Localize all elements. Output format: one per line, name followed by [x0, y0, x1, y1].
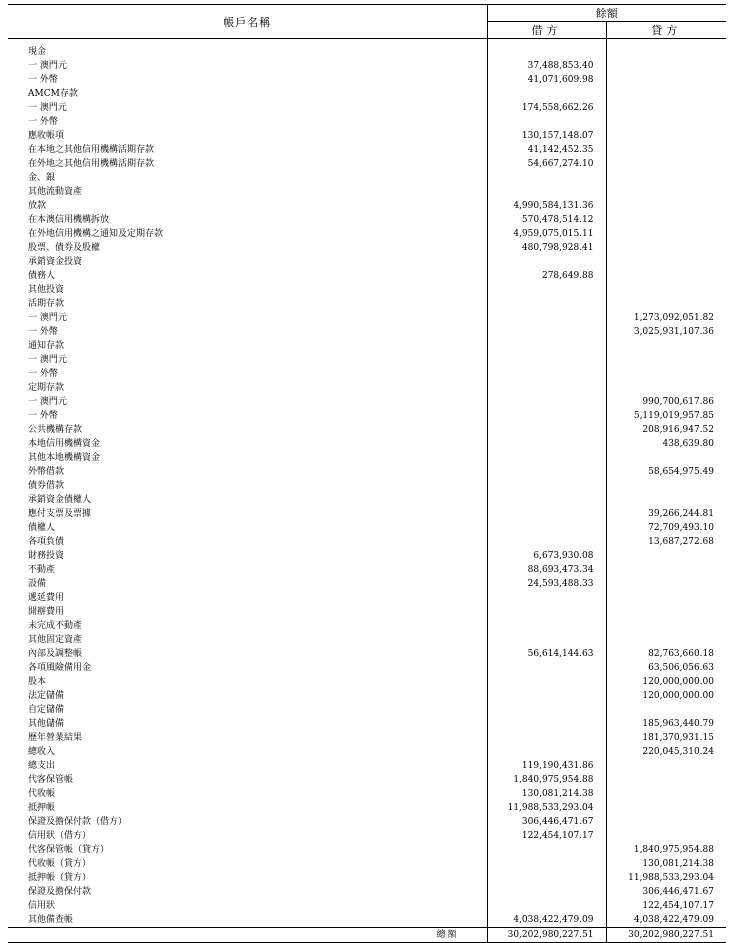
account-name: 代客保管帳（貸方） — [28, 845, 110, 855]
table-row — [8, 269, 726, 283]
credit-amount: 82,763,660.18 — [606, 647, 726, 661]
table-row — [8, 185, 726, 199]
table-row — [8, 115, 726, 129]
account-name: 代收帳（貸方） — [28, 859, 92, 869]
table-row — [8, 479, 726, 493]
credit-amount — [606, 815, 726, 829]
table-row — [8, 549, 726, 563]
table-row — [8, 843, 726, 857]
credit-amount — [606, 255, 726, 269]
credit-amount — [606, 367, 726, 381]
debit-amount — [487, 605, 606, 619]
account-name: 一 外幣 — [28, 369, 58, 379]
account-name: 在外地之其他信用機構活期存款 — [28, 159, 155, 169]
credit-amount — [606, 39, 726, 60]
account-name: 外幣借款 — [28, 467, 65, 477]
table-row — [8, 815, 726, 829]
account-name: 承銷資金債權人 — [28, 495, 92, 505]
credit-amount — [606, 605, 726, 619]
table-row — [8, 591, 726, 605]
account-name: 應收帳項 — [28, 131, 65, 141]
credit-amount — [606, 297, 726, 311]
credit-amount: 306,446,471.67 — [606, 885, 726, 899]
debit-amount: 11,988,533,293.04 — [487, 801, 606, 815]
account-name: 活期存款 — [28, 299, 65, 309]
table-row — [8, 675, 726, 689]
debit-amount — [487, 661, 606, 675]
total-debit: 30,202,980,227.51 — [487, 928, 606, 943]
account-name: 其他儲備 — [28, 719, 65, 729]
account-name: 一 澳門元 — [28, 61, 67, 71]
debit-amount — [487, 843, 606, 857]
table-row — [8, 157, 726, 171]
debit-amount — [487, 353, 606, 367]
table-row — [8, 353, 726, 367]
debit-amount: 4,038,422,479.09 — [487, 913, 606, 928]
table-row — [8, 297, 726, 311]
debit-amount — [487, 591, 606, 605]
table-row — [8, 759, 726, 773]
debit-amount: 4,990,584,131.36 — [487, 199, 606, 213]
debit-amount: 306,446,471.67 — [487, 815, 606, 829]
account-name: 股本 — [28, 677, 47, 687]
balance-header: 餘額 — [487, 5, 726, 22]
table-row — [8, 129, 726, 143]
debit-amount — [487, 423, 606, 437]
credit-amount: 1,273,092,051.82 — [606, 311, 726, 325]
table-row — [8, 199, 726, 213]
credit-amount — [606, 773, 726, 787]
credit-amount: 4,038,422,479.09 — [606, 913, 726, 928]
account-name: 股票、債券及股權 — [28, 243, 101, 253]
debit-amount — [487, 535, 606, 549]
debit-amount — [487, 297, 606, 311]
table-row — [8, 829, 726, 843]
debit-amount — [487, 857, 606, 871]
table-row — [8, 871, 726, 885]
total-row — [8, 928, 726, 943]
debit-amount — [487, 87, 606, 101]
credit-amount — [606, 157, 726, 171]
debit-amount: 41,071,609.98 — [487, 73, 606, 87]
table-row — [8, 703, 726, 717]
account-name: 其他流動資產 — [28, 187, 83, 197]
table-row — [8, 801, 726, 815]
table-header — [8, 5, 726, 39]
account-name: 保證及擔保付款（借方） — [28, 817, 128, 827]
credit-amount — [606, 185, 726, 199]
table-row — [8, 241, 726, 255]
debit-amount — [487, 367, 606, 381]
debit-amount: 119,190,431.86 — [487, 759, 606, 773]
account-name: 各項風險備用金 — [28, 663, 92, 673]
debit-amount: 88,693,473.34 — [487, 563, 606, 577]
table-row — [8, 885, 726, 899]
debit-amount — [487, 619, 606, 633]
account-name: 應付支票及票據 — [28, 509, 92, 519]
table-row — [8, 563, 726, 577]
table-row — [8, 367, 726, 381]
trial-balance-sheet — [8, 4, 726, 943]
table-row — [8, 717, 726, 731]
debit-amount — [487, 731, 606, 745]
debit-amount: 130,081,214.38 — [487, 787, 606, 801]
credit-amount — [606, 73, 726, 87]
table-row — [8, 451, 726, 465]
debit-amount: 4,959,075,015.11 — [487, 227, 606, 241]
table-row — [8, 59, 726, 73]
credit-amount: 181,370,931.15 — [606, 731, 726, 745]
debit-amount: 37,488,853.40 — [487, 59, 606, 73]
credit-amount — [606, 493, 726, 507]
account-rows — [8, 39, 726, 928]
account-name: AMCM存款 — [28, 89, 78, 99]
total-credit: 30,202,980,227.51 — [606, 928, 726, 943]
debit-amount: 122,454,107.17 — [487, 829, 606, 843]
credit-header: 貸方 — [606, 22, 726, 39]
credit-amount: 208,916,947.52 — [606, 423, 726, 437]
account-name: 在本澳信用機構拆放 — [28, 215, 110, 225]
credit-amount: 39,266,244.81 — [606, 507, 726, 521]
account-name: 一 澳門元 — [28, 397, 67, 407]
trial-balance-table — [8, 4, 726, 943]
credit-amount: 3,025,931,107.36 — [606, 325, 726, 339]
account-name: 總收入 — [28, 747, 56, 757]
debit-amount — [487, 689, 606, 703]
credit-amount: 438,639.80 — [606, 437, 726, 451]
account-name: 代客保管帳 — [28, 775, 74, 785]
debit-amount — [487, 703, 606, 717]
account-name: 債券借款 — [28, 481, 65, 491]
account-name: 代收帳 — [28, 789, 56, 799]
debit-amount: 130,157,148.07 — [487, 129, 606, 143]
table-row — [8, 325, 726, 339]
table-row — [8, 423, 726, 437]
account-name: 一 外幣 — [28, 327, 58, 337]
table-row — [8, 647, 726, 661]
table-row — [8, 39, 726, 60]
table-row — [8, 87, 726, 101]
account-name: 一 澳門元 — [28, 313, 67, 323]
account-name: 金、銀 — [28, 173, 56, 183]
account-name: 不動產 — [28, 565, 56, 575]
debit-amount — [487, 871, 606, 885]
account-name: 一 澳門元 — [28, 355, 67, 365]
debit-amount: 570,478,514.12 — [487, 213, 606, 227]
account-name: 歷年營業結果 — [28, 733, 83, 743]
debit-amount — [487, 493, 606, 507]
credit-amount: 1,840,975,954.88 — [606, 843, 726, 857]
table-row — [8, 227, 726, 241]
debit-amount — [487, 885, 606, 899]
account-name: 抵押帳（貸方） — [28, 873, 92, 883]
account-name: 其他本地機構資金 — [28, 453, 101, 463]
credit-amount — [606, 549, 726, 563]
credit-amount — [606, 339, 726, 353]
credit-amount: 120,000,000.00 — [606, 675, 726, 689]
debit-header: 借方 — [487, 22, 606, 39]
account-name: 通知存款 — [28, 341, 65, 351]
credit-amount: 122,454,107.17 — [606, 899, 726, 913]
credit-amount: 11,988,533,293.04 — [606, 871, 726, 885]
account-name: 其他固定資產 — [28, 635, 83, 645]
credit-amount — [606, 227, 726, 241]
credit-amount — [606, 381, 726, 395]
account-name: 設備 — [28, 579, 47, 589]
credit-amount — [606, 619, 726, 633]
table-row — [8, 661, 726, 675]
debit-amount — [487, 39, 606, 60]
table-row — [8, 731, 726, 745]
account-name: 現金 — [28, 47, 47, 57]
table-row — [8, 857, 726, 871]
debit-amount — [487, 283, 606, 297]
account-name: 財務投資 — [28, 551, 65, 561]
debit-amount — [487, 633, 606, 647]
debit-amount — [487, 521, 606, 535]
table-row — [8, 381, 726, 395]
table-row — [8, 213, 726, 227]
account-name: 開辦費用 — [28, 607, 65, 617]
table-row — [8, 913, 726, 928]
account-name: 內部及調整帳 — [28, 649, 83, 659]
debit-amount — [487, 451, 606, 465]
table-row — [8, 507, 726, 521]
debit-amount — [487, 479, 606, 493]
debit-amount — [487, 115, 606, 129]
account-name: 保證及擔保付款 — [28, 887, 92, 897]
debit-amount — [487, 171, 606, 185]
credit-amount — [606, 451, 726, 465]
credit-amount — [606, 787, 726, 801]
credit-amount: 185,963,440.79 — [606, 717, 726, 731]
debit-amount: 278,649.88 — [487, 269, 606, 283]
credit-amount — [606, 269, 726, 283]
debit-amount: 480,798,928.41 — [487, 241, 606, 255]
account-name: 一 外幣 — [28, 117, 58, 127]
account-name: 信用狀 — [28, 901, 56, 911]
table-row — [8, 535, 726, 549]
table-row — [8, 255, 726, 269]
account-name: 債權人 — [28, 523, 56, 533]
account-name: 公共機構存款 — [28, 425, 83, 435]
credit-amount — [606, 633, 726, 647]
debit-amount: 56,614,144.63 — [487, 647, 606, 661]
debit-amount — [487, 255, 606, 269]
credit-amount — [606, 563, 726, 577]
debit-amount — [487, 339, 606, 353]
debit-amount: 6,673,930.08 — [487, 549, 606, 563]
credit-amount: 220,045,310.24 — [606, 745, 726, 759]
table-row — [8, 395, 726, 409]
debit-amount: 174,558,662.26 — [487, 101, 606, 115]
account-name: 未完成不動產 — [28, 621, 83, 631]
debit-amount — [487, 185, 606, 199]
credit-amount: 63,506,056.63 — [606, 661, 726, 675]
credit-amount — [606, 171, 726, 185]
table-row — [8, 605, 726, 619]
table-row — [8, 787, 726, 801]
credit-amount — [606, 87, 726, 101]
credit-amount: 13,687,272.68 — [606, 535, 726, 549]
debit-amount — [487, 381, 606, 395]
account-name: 一 澳門元 — [28, 103, 67, 113]
account-name: 本地信用機構資金 — [28, 439, 101, 449]
account-name: 法定儲備 — [28, 691, 65, 701]
table-row — [8, 171, 726, 185]
credit-amount: 120,000,000.00 — [606, 689, 726, 703]
account-name: 在本地之其他信用機構活期存款 — [28, 145, 155, 155]
debit-amount — [487, 465, 606, 479]
table-row — [8, 465, 726, 479]
credit-amount — [606, 115, 726, 129]
credit-amount — [606, 199, 726, 213]
table-row — [8, 143, 726, 157]
debit-amount — [487, 507, 606, 521]
table-footer — [8, 928, 726, 943]
table-row — [8, 745, 726, 759]
debit-amount: 24,593,488.33 — [487, 577, 606, 591]
credit-amount: 130,081,214.38 — [606, 857, 726, 871]
credit-amount — [606, 283, 726, 297]
credit-amount — [606, 479, 726, 493]
debit-amount — [487, 717, 606, 731]
account-name: 其他投資 — [28, 285, 65, 295]
debit-amount: 41,142,452.35 — [487, 143, 606, 157]
debit-amount — [487, 437, 606, 451]
debit-amount — [487, 745, 606, 759]
table-row — [8, 101, 726, 115]
credit-amount — [606, 241, 726, 255]
credit-amount — [606, 143, 726, 157]
credit-amount: 5,119,019,957.85 — [606, 409, 726, 423]
credit-amount — [606, 759, 726, 773]
debit-amount — [487, 325, 606, 339]
credit-amount: 990,700,617.86 — [606, 395, 726, 409]
table-row — [8, 521, 726, 535]
credit-amount — [606, 353, 726, 367]
debit-amount — [487, 409, 606, 423]
account-name: 在外地信用機構之通知及定期存款 — [28, 229, 164, 239]
table-row — [8, 899, 726, 913]
account-name: 其他備查帳 — [28, 915, 74, 925]
debit-amount — [487, 899, 606, 913]
credit-amount — [606, 129, 726, 143]
account-name: 抵押帳 — [28, 803, 56, 813]
table-row — [8, 577, 726, 591]
account-name: 信用狀（借方） — [28, 831, 92, 841]
credit-amount — [606, 801, 726, 815]
account-name: 定期存款 — [28, 383, 65, 393]
debit-amount: 1,840,975,954.88 — [487, 773, 606, 787]
credit-amount — [606, 59, 726, 73]
credit-amount: 72,709,493.10 — [606, 521, 726, 535]
table-row — [8, 283, 726, 297]
account-name: 一 外幣 — [28, 411, 58, 421]
table-row — [8, 773, 726, 787]
debit-amount — [487, 311, 606, 325]
table-row — [8, 311, 726, 325]
total-label: 總額 — [8, 928, 487, 943]
account-name-header: 帳戶名稱 — [8, 5, 487, 39]
table-row — [8, 73, 726, 87]
credit-amount: 58,654,975.49 — [606, 465, 726, 479]
credit-amount — [606, 829, 726, 843]
debit-amount — [487, 675, 606, 689]
table-row — [8, 339, 726, 353]
account-name: 總支出 — [28, 761, 56, 771]
credit-amount — [606, 101, 726, 115]
account-name: 各項負債 — [28, 537, 65, 547]
credit-amount — [606, 703, 726, 717]
credit-amount — [606, 213, 726, 227]
account-name: 放款 — [28, 201, 47, 211]
table-row — [8, 409, 726, 423]
account-name: 一 外幣 — [28, 75, 58, 85]
debit-amount — [487, 395, 606, 409]
account-name: 自定儲備 — [28, 705, 65, 715]
table-row — [8, 493, 726, 507]
table-row — [8, 633, 726, 647]
table-row — [8, 437, 726, 451]
credit-amount — [606, 591, 726, 605]
table-row — [8, 619, 726, 633]
account-name: 遞延費用 — [28, 593, 65, 603]
table-row — [8, 689, 726, 703]
debit-amount: 54,667,274.10 — [487, 157, 606, 171]
account-name: 債務人 — [28, 271, 56, 281]
credit-amount — [606, 577, 726, 591]
account-name: 承銷資金投資 — [28, 257, 83, 267]
